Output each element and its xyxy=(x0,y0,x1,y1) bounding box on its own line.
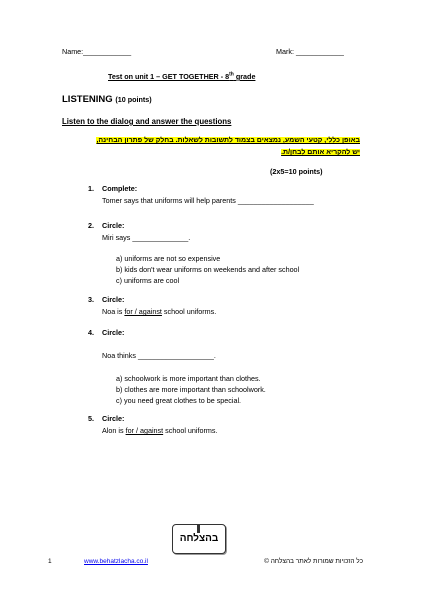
question-3-pre: Noa is xyxy=(102,307,125,316)
footer-url-link[interactable]: www.behatzlacha.co.il xyxy=(84,558,148,565)
page-number: 1 xyxy=(48,558,52,565)
question-2-number: 2. xyxy=(88,221,94,230)
question-5-type: Circle: xyxy=(102,414,125,423)
question-4-option-b[interactable]: b) clothes are more important than schoolwork. xyxy=(116,385,266,394)
section-heading-text: LISTENING xyxy=(62,94,113,105)
logo-text: בהצלחה xyxy=(179,533,219,544)
question-2-type: Circle: xyxy=(102,221,125,230)
name-field[interactable]: Name:____________ xyxy=(62,47,132,56)
question-5-number: 5. xyxy=(88,414,94,423)
logo xyxy=(172,524,226,554)
question-3-text xyxy=(102,307,216,316)
question-4-number: 4. xyxy=(88,328,94,337)
question-5-pre: Alon is xyxy=(102,426,126,435)
test-title-sup: th xyxy=(229,71,234,78)
score-label: (2x5=10 points) xyxy=(270,167,323,176)
question-2-text: Miri says ______________. xyxy=(102,233,191,242)
question-5-post: school uniforms. xyxy=(163,426,218,435)
question-4-text: Noa thinks ___________________. xyxy=(102,351,216,360)
question-3-number: 3. xyxy=(88,295,94,304)
question-5-choice[interactable]: for / against xyxy=(125,426,164,435)
question-4-option-c[interactable]: c) you need great clothes to be special. xyxy=(116,396,242,405)
section-points: (10 points) xyxy=(115,95,152,104)
question-2-option-c[interactable]: c) uniforms are cool xyxy=(116,276,180,285)
hebrew-note-line-1: באופן כללי, קטעי השמע, נמצאים בצמוד לתשובות לשאלות. בחלק של פתרון הבחינה, xyxy=(96,137,360,144)
question-1-text: Tomer says that uniforms will help parents ___________________ xyxy=(102,196,314,205)
test-title-suffix: grade xyxy=(233,72,256,81)
mark-field[interactable]: Mark: ____________ xyxy=(276,47,344,56)
section-instruction: Listen to the dialog and answer the questions xyxy=(62,117,232,126)
question-2-option-a[interactable]: a) uniforms are not so expensive xyxy=(116,254,221,263)
question-3-type: Circle: xyxy=(102,295,125,304)
question-2-option-b[interactable]: b) kids don't wear uniforms on weekends and after school xyxy=(116,265,300,274)
question-1-number: 1. xyxy=(88,184,94,193)
section-heading xyxy=(62,94,152,105)
question-5-text xyxy=(102,426,217,435)
test-title xyxy=(108,72,255,81)
question-4-option-a[interactable]: a) schoolwork is more important than clothes. xyxy=(116,374,261,383)
question-1-type: Complete: xyxy=(102,184,138,193)
hebrew-note-line-2: יש להקריא אותם לבחן/ת. xyxy=(281,149,360,156)
logo-mark-icon xyxy=(197,525,200,533)
question-3-post: school uniforms. xyxy=(161,307,217,316)
copyright-text: כל הזכויות שמורות לאתר בהצלחה © xyxy=(264,558,363,565)
test-title-main: Test on unit 1 – GET TOGETHER - 8 xyxy=(108,72,230,81)
question-4-type: Circle: xyxy=(102,328,125,337)
question-3-choice[interactable]: for / against xyxy=(124,307,162,316)
